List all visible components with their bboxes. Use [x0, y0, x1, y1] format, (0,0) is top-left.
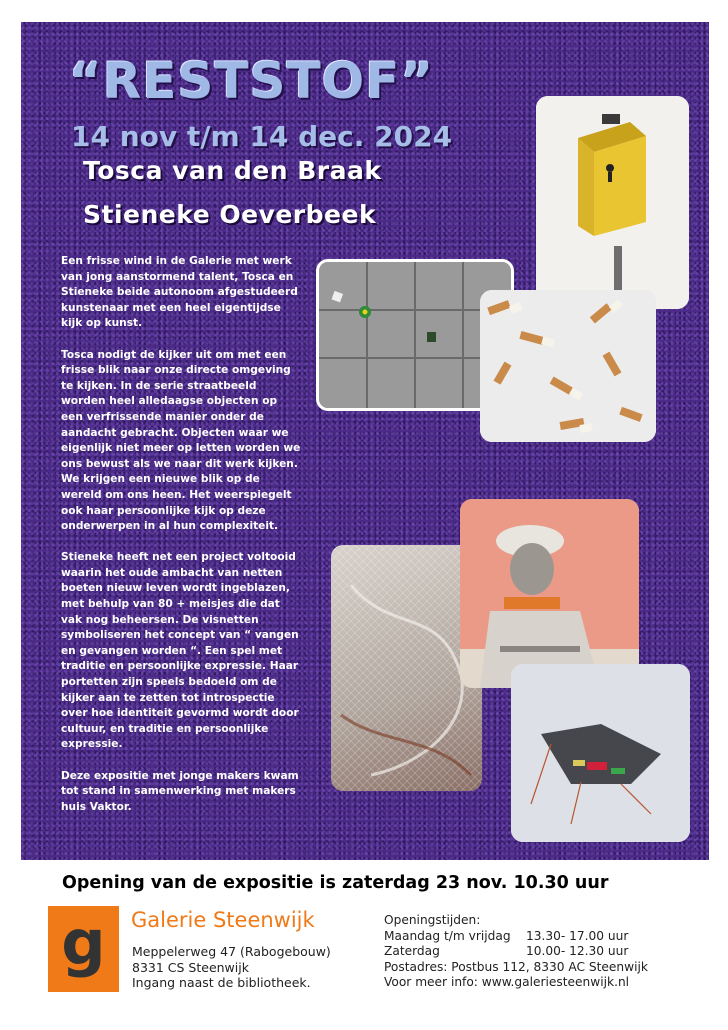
hours-row — [384, 944, 648, 960]
exhibition-description — [61, 254, 301, 831]
photo-yellow-bin — [536, 96, 689, 309]
hours-time: 10.00- 12.30 uur — [526, 944, 629, 959]
address-line-street: Meppelerweg 47 (Rabogebouw) — [132, 944, 331, 959]
gallery-address — [132, 944, 331, 991]
address-line-city: 8331 CS Steenwijk — [132, 959, 249, 975]
address-line-entrance: Ingang naast de bibliotheek. — [132, 975, 311, 990]
paragraph-collaboration: Deze expositie met jonge makers kwam tot stand in samenwerking met makers huis Vaktor. — [61, 769, 299, 813]
postal-address: Postadres: Postbus 112, 8330 AC Steenwijk — [384, 959, 648, 974]
exhibition-dates: 14 nov t/m 14 dec. 2024 — [71, 120, 453, 153]
hours-time: 13.30- 17.00 uur — [526, 928, 629, 943]
photo-net-sculpture — [511, 664, 690, 842]
logo-letter: g — [61, 906, 106, 979]
hours-day: Zaterdag — [384, 944, 440, 959]
gallery-logo — [48, 906, 119, 992]
hours-heading: Openingstijden: — [384, 913, 481, 927]
paragraph-stieneke: Stieneke heeft net een project voltooid waarin het oude ambacht van netten boeten nieuw leven wordt ingeblazen, met behulp van 80 + meisjes die dat vak nog beheersen. De visnetten symboliseren het concept van “ vangen en gevangen worden “. Een spel met traditie en persoonlijke expressie. Haar portetten zijn speels bedoeld om de kijker aan te zetten tot introspectie over hoe identiteit gevormd wordt door cultuur, en traditie en persoonlijke expressie. — [61, 551, 299, 751]
hours-day: Maandag t/m vrijdag — [384, 928, 511, 943]
opening-announcement: Opening van de expositie is zaterdag 23 nov. 10.30 uur — [62, 873, 609, 893]
paragraph-tosca: Tosca nodigt de kijker uit om met een frisse blik naar onze directe omgeving te kijken. In de serie straatbeeld worden heel alledaagse objecten op een verfrissende manier onder de aandacht gebracht. Objecten waar we eigenlijk niet meer op letten worden we ons bewust als we naar dit werk kijken. We krijgen een nieuwe blik op de wereld om ons heen. Het weerspiegelt ook haar persoonlijke kijk op deze onderwerpen in al hun complexiteit. — [61, 348, 301, 533]
artist-name-tosca: Tosca van den Braak — [83, 156, 382, 185]
opening-hours — [384, 913, 648, 991]
photo-cigarette-butts — [480, 290, 656, 442]
gallery-name: Galerie Steenwijk — [131, 908, 315, 932]
hours-row — [384, 929, 648, 945]
photo-portrait-painting — [460, 499, 639, 688]
exhibition-title: “RESTSTOF” — [69, 52, 435, 110]
more-info-link[interactable]: Voor meer info: www.galeriesteenwijk.nl — [384, 975, 630, 990]
artist-name-stieneke: Stieneke Oeverbeek — [83, 200, 377, 229]
paragraph-intro: Een frisse wind in de Galerie met werk van jong aanstormend talent, Tosca en Stieneke beide autonoom afgestudeerd kunstenaar met een heel eigentijdse kijk op kunst. — [61, 255, 298, 330]
